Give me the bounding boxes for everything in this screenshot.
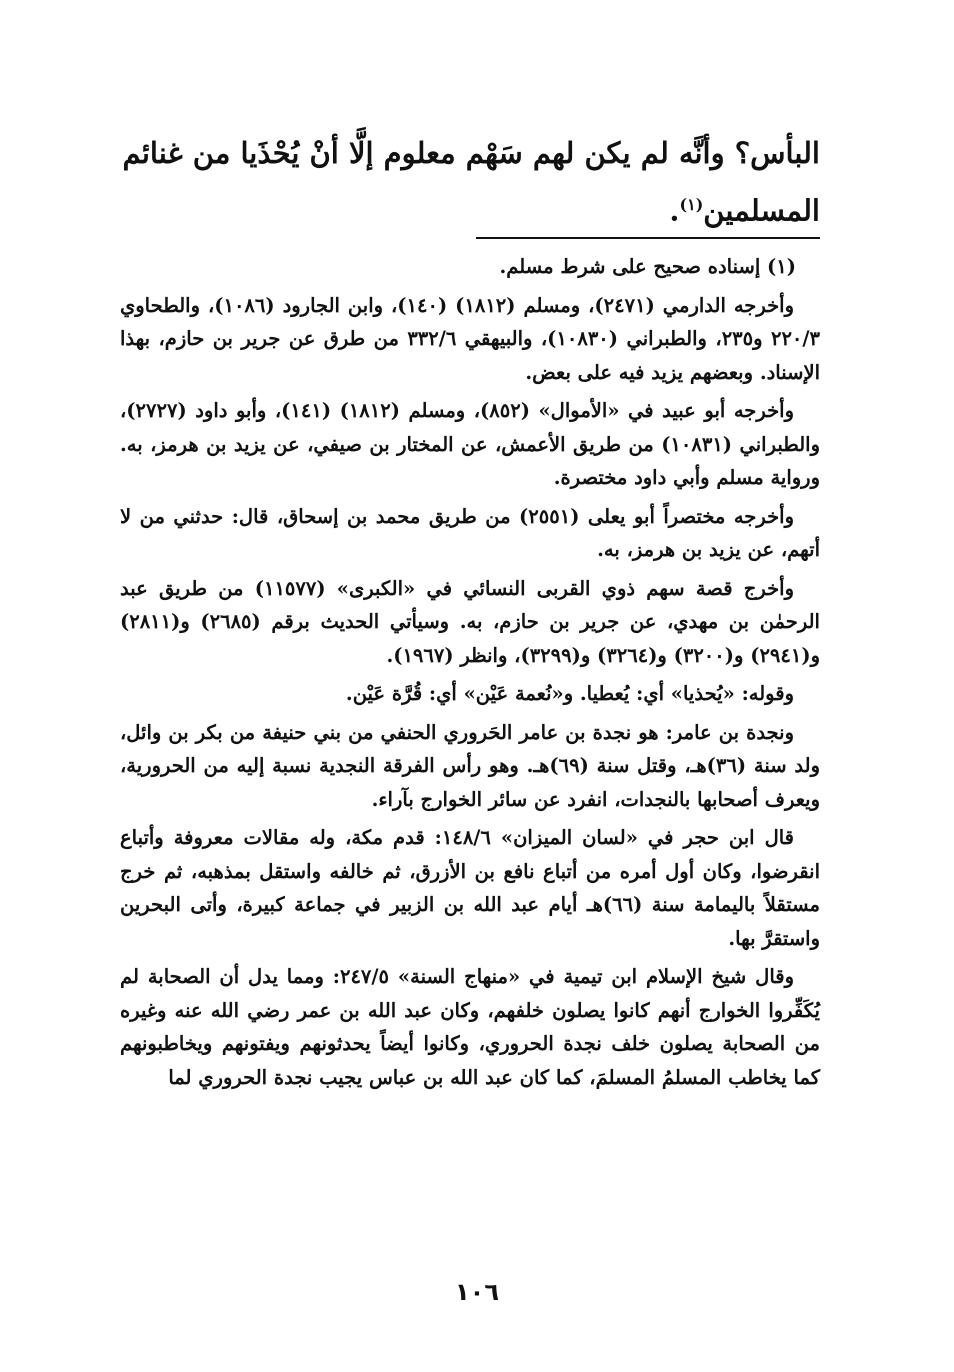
footnote-paragraph: ونجدة بن عامر: هو نجدة بن عامر الحَروري الحنفي من بني حنيفة من بكر بن وائل، ولد سنة (٣٦)هـ، وقتل سنة (٦٩)هـ. وهو رأس الفرقة النجدية نسبة إليه من الحرورية، ويعرف أصحابها بالنجدات، انفرد عن سائر الخوارج بآراء. [120,720,820,811]
footnote-paragraph: وقال شيخ الإسلام ابن تيمية في «منهاج السنة» ٢٤٧/٥: ومما يدل أن الصحابة لم يُكَفِّروا الخوارج أنهم كانوا يصلون خلفهم، وكان عبد الله بن عمر رضي الله عنه وغيره من الصحابة يصلون خلف نجدة الحروري، وكانوا أيضاً يحدثونهم ويفتونهم ويخاطبونهم كما يخاطب المسلمُ المسلمَ، كما كان عبد الله بن عباس يجيب نجدة الحروري لما [120,965,820,1089]
main-text-ending: . [669,193,680,228]
page-number: ١٠٦ [455,1278,499,1306]
main-text [120,128,820,237]
footnote-paragraph: وأخرجه أبو عبيد في «الأموال» (٨٥٢)، ومسلم (١٨١٢) (١٤١)، وأبو داود (٢٧٢٧)، والطبراني (١٠٨٣١) من طريق الأعمش، عن المختار بن صيفي، عن يزيد بن هرمز، به. ورواية مسلم وأبي داود مختصرة. [120,399,820,489]
footnote-separator-rule [476,237,820,239]
footnote-paragraph: قال ابن حجر في «لسان الميزان» ١٤٨/٦: قدم مكة، وله مقالات معروفة وأتباع انقرضوا، وكان أول أمره من أتباع نافع بن الأزرق، ثم خالفه واستقل بمذهبه، ثم خرج مستقلاً باليمامة سنة (٦٦)هـ أيام عبد الله بن الزبير في جماعة كبيرة، وأتى البحرين واستقرَّ بها. [120,826,820,950]
footnotes-section [120,250,820,1099]
footnote-reference: (١) [679,195,704,214]
footnote-paragraph: وأخرجه الدارمي (٢٤٧١)، ومسلم (١٨١٢) (١٤٠)، وابن الجارود (١٠٨٦)، والطحاوي ٢٢٠/٣ و٢٣٥، والطبراني (١٠٨٣٠)، والبيهقي ٣٣٢/٦ من طرق عن جرير بن حازم، بهذا الإسناد. وبعضهم يزيد فيه على بعض. [120,293,820,384]
main-text-line-2: المسلمين [703,193,820,228]
footnote-paragraph: وأخرج قصة سهم ذوي القربى النسائي في «الكبرى» (١١٥٧٧) من طريق عبد الرحمٰن بن مهدي، عن جرير بن حازم، به. وسيأتي الحديث برقم (٢٦٨٥) و(٢٨١١) و(٢٩٤١) و(٣٢٠٠) و(٣٢٦٤) و(٣٢٩٩)، وانظر (١٩٦٧). [120,576,820,667]
footnote-paragraph: (١) إسناده صحيح على شرط مسلم. [499,255,796,278]
main-text-line-1: البأس؟ وأنَّه لم يكن لهم سَهْم معلوم إلَّا أنْ يُحْذَيا من غنائم [122,136,820,170]
footnote-paragraph: وأخرجه مختصراً أبو يعلى (٢٥٥١) من طريق محمد بن إسحاق، قال: حدثني من لا أتهم، عن يزيد بن هرمز، به. [120,504,820,561]
footnote-paragraph: وقوله: «يُحذيا» أي: يُعطيا. و«نُعمة عَيْن» أي: قُرَّة عَيْن. [345,682,794,705]
